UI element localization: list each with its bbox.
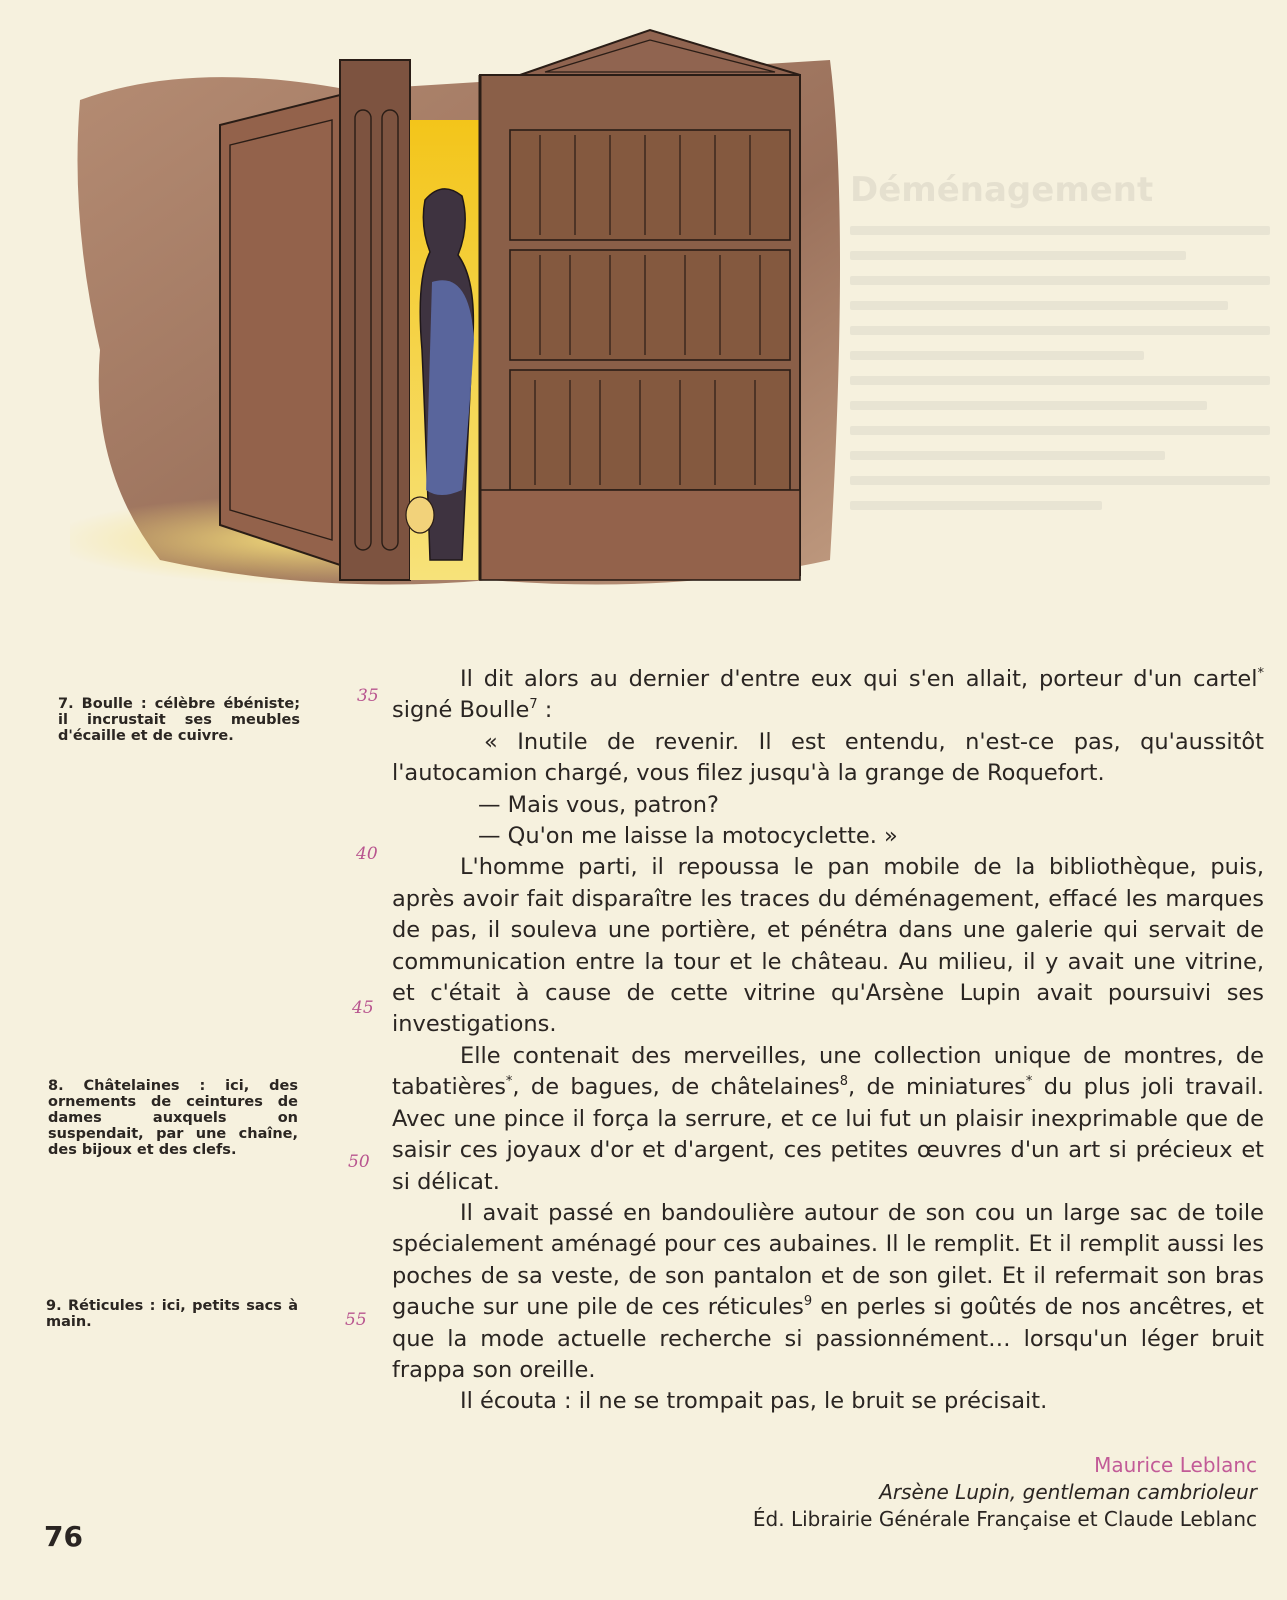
paragraph: Il avait passé en bandoulière autour de son cou un large sac de toile spécialement aménagé pour ces aubaines. Il le remplit. Et il remplit aussi les poches de sa veste, de son pantalon et de son gilet. Et il refermait son bras gauche sur une pile de ces réticules$^9$ en perles si goûtés de nos ancêtres, et que la mode actuelle recherche si passionnément… lorsqu'un léger bruit frappa son oreille. [392,1199,1264,1383]
credits [753,1452,1257,1533]
line-number: 55 [345,1310,367,1330]
passage [392,664,1264,1418]
illustration [70,20,850,600]
paragraph: L'homme parti, il repoussa le pan mobile de la bibliothèque, puis, après avoir fait disparaître les traces du déménagement, effacé les marques de pas, il souleva une portière, et pénétra dans une galerie qui servait de communication entre la tour et le château. Au milieu, il y avait une vitrine, et c'était à cause de cette vitrine qu'Arsène Lupin avait poursuivi ses investigations. [392,854,1264,1038]
page-number: 76 [44,1520,83,1553]
paragraph: Elle contenait des merveilles, une collection unique de montres, de tabatières*, de bagues, de châtelaines$^8$, de miniatures* du plus joli travail. Avec une pince il força la serrure, et ce lui fut un plaisir inexprimable que de saisir ces joyaux d'or et d'argent, ces petites œuvres d'un art si précieux et si délicat. [392,1042,1265,1195]
footnote-ref-7: 7 [529,697,538,713]
edition: Éd. Librairie Générale Française et Claude Leblanc [752,1507,1257,1531]
line-number: 40 [356,844,378,864]
dialogue-line: — Mais vous, patron? [478,791,719,818]
footnote-7: 7. Boulle : célèbre ébéniste; il incrustait ses meubles d'écaille et de cuivre. [58,696,300,744]
author-name: Maurice Leblanc [1094,1453,1257,1477]
paragraph: « Inutile de revenir. Il est entendu, n'est-ce pas, qu'aussitôt l'autocamion chargé, vous filez jusqu'à la grange de Roquefort. [392,728,1264,787]
book-title: Arsène Lupin, gentleman cambrioleur [879,1480,1257,1504]
footnote-9: 9. Réticules : ici, petits sacs à main. [46,1298,298,1330]
paragraph: Il dit alors au dernier d'entre eux qui s'en allait, porteur d'un cartel* signé Boulle$^7$ : [392,666,1264,724]
footnote-8: 8. Châtelaines : ici, des ornements de ceintures de dames auxquels on suspendait, par une chaîne, des bijoux et des clefs. [48,1078,298,1158]
paragraph: Il écouta : il ne se trompait pas, le bruit se précisait. [460,1388,1048,1415]
footnote-ref-8: 8 [839,1074,849,1090]
line-number: 50 [348,1152,370,1172]
footnote-ref-9: 9 [803,1294,813,1310]
dialogue-line: — Qu'on me laisse la motocyclette. » [478,823,898,850]
line-number: 35 [357,686,379,706]
show-through-decoration: Déménagement [850,170,1270,650]
line-number: 45 [352,998,374,1018]
